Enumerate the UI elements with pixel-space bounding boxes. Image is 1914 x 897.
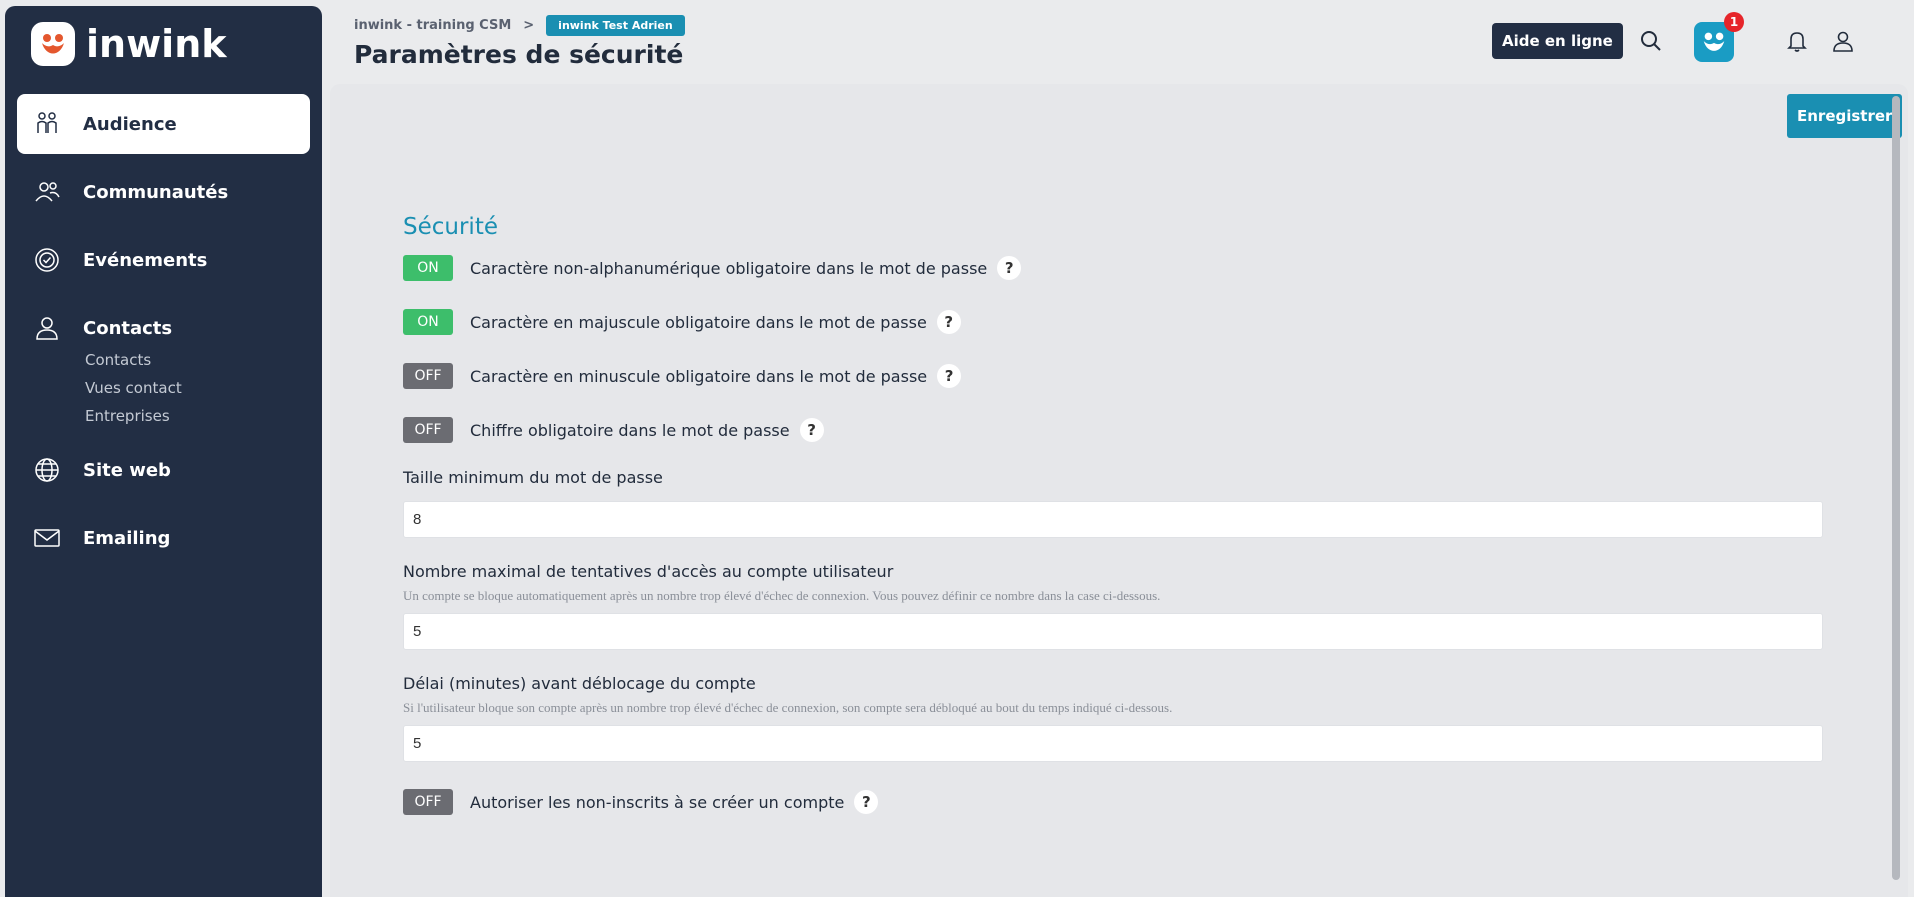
audience-icon [33, 110, 61, 138]
help-icon[interactable]: ? [854, 790, 878, 814]
sidebar-item-emailing[interactable] [17, 508, 310, 568]
top-header [330, 6, 1908, 77]
brand-logo[interactable] [31, 22, 227, 66]
breadcrumb-tag[interactable]: inwink Test Adrien [546, 15, 685, 36]
sidebar-item-label: Site web [83, 459, 171, 481]
toggle-label: Autoriser les non-inscrits à se créer un compte [470, 792, 845, 812]
scrollbar[interactable] [1892, 96, 1900, 880]
toggle-row-lowercase [403, 363, 961, 389]
online-help-button[interactable]: Aide en ligne [1492, 23, 1623, 59]
help-icon[interactable]: ? [937, 310, 961, 334]
page-title: Paramètres de sécurité [354, 40, 684, 69]
breadcrumb [354, 15, 685, 36]
notification-count-badge: 1 [1724, 12, 1744, 32]
sidebar-subitem-entreprises[interactable]: Entreprises [85, 407, 170, 425]
toggle-label: Caractère non-alphanumérique obligatoire dans le mot de passe [470, 258, 988, 278]
min-length-input[interactable] [403, 501, 1823, 538]
mail-icon [33, 524, 61, 552]
toggle-label: Caractère en majuscule obligatoire dans le mot de passe [470, 312, 927, 332]
toggle-uppercase[interactable]: ON [403, 309, 453, 335]
toggle-lowercase[interactable]: OFF [403, 363, 453, 389]
toggle-digit[interactable]: OFF [403, 417, 453, 443]
toggle-row-digit [403, 417, 824, 443]
contacts-icon [33, 314, 61, 342]
toggle-row-non-alphanumeric [403, 255, 1021, 281]
sidebar-item-label: Evénements [83, 249, 208, 271]
main-panel [330, 84, 1908, 897]
unlock-delay-label: Délai (minutes) avant déblocage du compte [403, 674, 756, 693]
sidebar-item-audience[interactable] [17, 94, 310, 154]
toggle-non-alphanumeric[interactable]: ON [403, 255, 453, 281]
sidebar-item-evenements[interactable] [17, 230, 310, 290]
sidebar-item-label: Emailing [83, 527, 171, 549]
sidebar-item-site-web[interactable] [17, 440, 310, 500]
help-icon[interactable]: ? [997, 256, 1021, 280]
min-length-label: Taille minimum du mot de passe [403, 468, 663, 487]
max-attempts-label: Nombre maximal de tentatives d'accès au compte utilisateur [403, 562, 894, 581]
breadcrumb-separator: > [523, 18, 535, 33]
unlock-delay-input[interactable] [403, 725, 1823, 762]
inwink-logo-icon [31, 22, 75, 66]
user-account-icon[interactable] [1826, 24, 1860, 58]
breadcrumb-root[interactable]: inwink - training CSM [354, 18, 512, 33]
sidebar-subitem-vues-contact[interactable]: Vues contact [85, 379, 182, 397]
toggle-row-self-register [403, 789, 878, 815]
sidebar-item-label: Communautés [83, 181, 229, 203]
help-icon[interactable]: ? [937, 364, 961, 388]
brand-name: inwink [86, 22, 227, 66]
section-title-security: Sécurité [403, 214, 498, 240]
bell-icon[interactable] [1780, 24, 1814, 58]
toggle-self-register[interactable]: OFF [403, 789, 453, 815]
sidebar-item-label: Audience [83, 113, 177, 135]
toggle-label: Caractère en minuscule obligatoire dans le mot de passe [470, 366, 928, 386]
save-button[interactable]: Enregistrer [1787, 94, 1902, 138]
contacts-submenu [17, 346, 310, 430]
toggle-label: Chiffre obligatoire dans le mot de passe [470, 420, 790, 440]
search-icon[interactable] [1634, 24, 1668, 58]
sidebar [5, 6, 322, 897]
max-attempts-help: Un compte se bloque automatiquement après un nombre trop élevé d'échec de connexion. Vous pouvez définir ce nombre dans la case ci-dessous. [403, 588, 1161, 603]
communities-icon [33, 178, 61, 206]
help-icon[interactable]: ? [800, 418, 824, 442]
sidebar-item-communautes[interactable] [17, 162, 310, 222]
events-icon [33, 246, 61, 274]
sidebar-subitem-contacts[interactable]: Contacts [85, 351, 152, 369]
unlock-delay-help: Si l'utilisateur bloque son compte après un nombre trop élevé d'échec de connexion, son compte sera débloqué au bout du temps indiqué ci-dessous. [403, 700, 1173, 715]
sidebar-item-label: Contacts [83, 317, 173, 339]
globe-icon [33, 456, 61, 484]
sidebar-nav [17, 94, 310, 576]
max-attempts-input[interactable] [403, 613, 1823, 650]
toggle-row-uppercase [403, 309, 961, 335]
